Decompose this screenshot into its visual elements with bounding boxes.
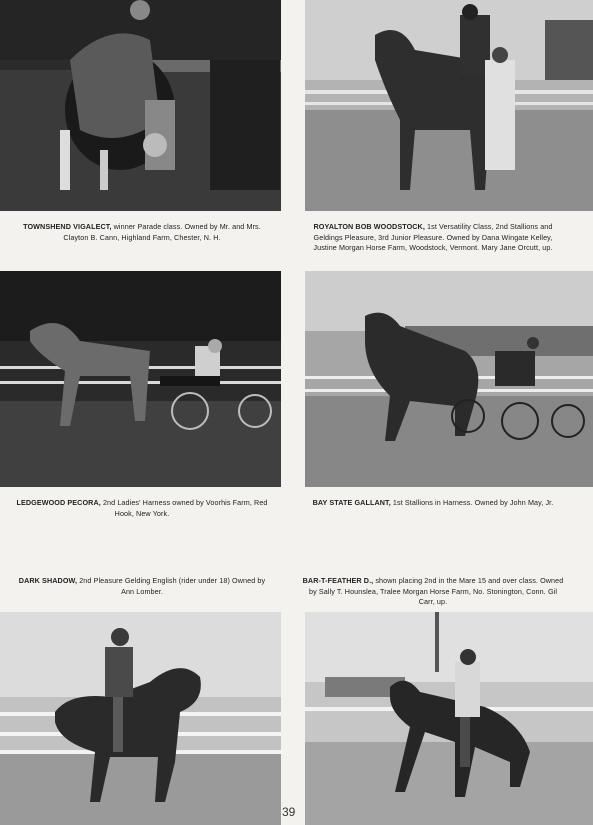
caption-name: TOWNSHEND VIGALECT, bbox=[23, 222, 112, 231]
caption-text: shown placing 2nd in the Mare 15 and over class. Owned by Sally T. Hounslea, Tralee Morgan Horse Farm, No. Stonington, Conn. Gil Carr, up. bbox=[308, 576, 564, 606]
photo-townshend-vigalect bbox=[0, 0, 281, 211]
caption-text: 1st Versatility Class, 2nd Stallions and Geldings Pleasure, 3rd Junior Pleasure. Owned by Dana Wingate Kelley, Justine Morgan Horse Farm, Woodstock, Vermont. Mary Jane Orcutt, up. bbox=[313, 222, 553, 252]
photo-bay-state-gallant bbox=[305, 271, 593, 487]
caption-townshend-vigalect bbox=[14, 222, 270, 243]
page-number: 39 bbox=[282, 805, 296, 819]
caption-name: ROYALTON BOB WOODSTOCK, bbox=[313, 222, 425, 231]
caption-royalton-bob-woodstock bbox=[302, 222, 564, 254]
caption-name: BAR-T-FEATHER D., bbox=[302, 576, 374, 585]
photo-ledgewood-pecora bbox=[0, 271, 281, 487]
photo-dark-shadow bbox=[0, 612, 281, 825]
caption-text: 2nd Ladies' Harness owned by Voorhis Farm, Red Hook, New York. bbox=[100, 498, 268, 518]
caption-name: BAY STATE GALLANT, bbox=[312, 498, 391, 507]
caption-ledgewood-pecora bbox=[14, 498, 270, 519]
caption-bar-t-feather bbox=[302, 576, 564, 608]
photo-bar-t-feather bbox=[305, 612, 593, 825]
caption-text: winner Parade class. Owned by Mr. and Mrs. Clayton B. Cann, Highland Farm, Chester, N. H. bbox=[63, 222, 261, 242]
caption-name: LEDGEWOOD PECORA, bbox=[16, 498, 101, 507]
caption-bay-state-gallant bbox=[302, 498, 564, 509]
caption-text: 2nd Pleasure Gelding English (rider under 18) Owned by Ann Lomber. bbox=[77, 576, 266, 596]
caption-dark-shadow bbox=[14, 576, 270, 597]
caption-text: 1st Stallions in Harness. Owned by John May, Jr. bbox=[390, 498, 554, 507]
caption-name: DARK SHADOW, bbox=[18, 576, 78, 585]
photo-royalton-bob-woodstock bbox=[305, 0, 593, 211]
